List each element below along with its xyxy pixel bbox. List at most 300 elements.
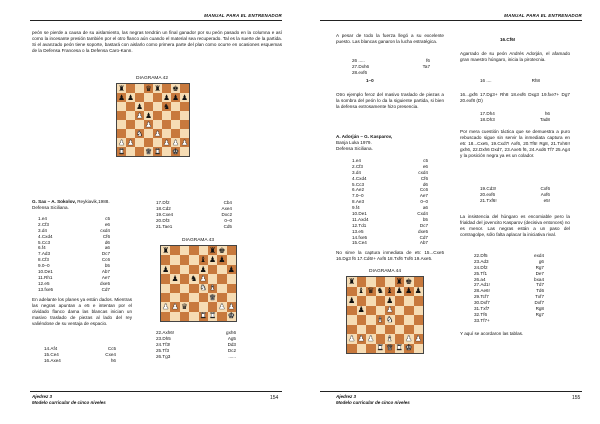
- board-square: [404, 296, 414, 306]
- black-move: h6: [544, 111, 550, 116]
- board-square: [135, 93, 144, 102]
- black-move: a6: [422, 205, 428, 211]
- black-pawn-icon: ♟: [118, 93, 125, 102]
- board-square: [414, 325, 424, 335]
- board-square: [162, 120, 171, 129]
- white-pawn-icon: ♟: [136, 111, 143, 120]
- game-players: G. Sax – A. Sokolov,: [32, 199, 76, 204]
- insistence-paragraph: La insistencia del húngaro es encomiable pero la frialdad del jovencito Kasparov (decisiva entonces) no es menor. Las negras están a un paso del contragolpe, sólo falta aplacar la iniciativa rival.: [460, 214, 570, 237]
- black-bishop-icon: ♝: [199, 255, 207, 265]
- board-square: [357, 344, 367, 354]
- move-row: [44, 358, 116, 364]
- board-square: [180, 265, 189, 274]
- white-pawn-icon: ♟: [163, 138, 170, 147]
- black-pawn-icon: ♟: [127, 93, 134, 102]
- black-move: e6: [422, 163, 428, 169]
- board-square: [414, 344, 424, 354]
- board-square: [376, 277, 386, 287]
- black-move: Txf7: [535, 294, 544, 300]
- white-move: 9.f4: [352, 205, 360, 211]
- board-square: [227, 302, 236, 311]
- board-square: [217, 255, 226, 264]
- board-square: [117, 129, 126, 138]
- board-square: [347, 315, 357, 325]
- board-square: [144, 147, 153, 156]
- board-square: [357, 287, 367, 297]
- moves-list: [474, 253, 544, 324]
- black-move: Dd3: [227, 341, 236, 347]
- board-square: [189, 246, 198, 255]
- white-move: 12.e5: [38, 280, 50, 286]
- board-square: [161, 265, 170, 274]
- white-pawn-icon: ♟: [227, 302, 235, 312]
- black-king-icon: ♚: [405, 277, 413, 286]
- white-move: 19.Cxe4: [156, 211, 174, 217]
- variation-paragraph: 16...gxf6 17.Dg3+ Rh8 18.exf6 Dxg3 19.fxe7+ Dg7 20.exf8 (D): [460, 92, 570, 103]
- moves-list: [352, 58, 430, 76]
- white-pawn-icon: ♟: [348, 334, 356, 343]
- board-square: [180, 120, 189, 129]
- black-move: Td6: [536, 288, 544, 294]
- board-square: [135, 138, 144, 147]
- board-square: [135, 111, 144, 120]
- board-square: [135, 129, 144, 138]
- black-move: Rg7: [535, 264, 544, 270]
- black-rook-icon: ♜: [162, 246, 170, 255]
- white-rook-icon: ♜: [199, 311, 207, 321]
- board-square: [117, 102, 126, 111]
- board-square: [126, 93, 135, 102]
- white-queen-icon: ♛: [386, 343, 394, 353]
- black-move: Cd7: [101, 286, 110, 292]
- game-result: 1–0: [366, 78, 374, 83]
- black-move: d6: [104, 239, 110, 245]
- white-move: 17.Df2: [156, 200, 170, 205]
- board-square: [153, 84, 162, 93]
- chess-board-diagram-44: [346, 276, 424, 354]
- white-move: 26.a4: [474, 276, 486, 282]
- moves-list: [480, 78, 540, 84]
- board-square: [217, 284, 226, 293]
- footer-rule: [320, 391, 582, 392]
- board-square: [161, 284, 170, 293]
- board-square: [153, 93, 162, 102]
- white-knight-icon: ♞: [386, 315, 394, 324]
- board-square: [385, 334, 395, 344]
- white-move: 6.f4: [38, 245, 46, 251]
- white-pawn-icon: ♟: [127, 138, 134, 147]
- black-rook-icon: ♜: [395, 277, 403, 286]
- board-square: [180, 84, 189, 93]
- move-row: [352, 240, 428, 246]
- right-page: [300, 0, 600, 424]
- black-king-icon: ♚: [218, 246, 226, 255]
- moves-list: [38, 216, 110, 293]
- board-square: [357, 334, 367, 344]
- board-square: [144, 93, 153, 102]
- black-move: Cxf6: [540, 186, 550, 191]
- black-move: Cc6: [419, 187, 428, 193]
- black-pawn-icon: ♟: [395, 286, 403, 296]
- board-square: [217, 265, 226, 274]
- board-square: [153, 102, 162, 111]
- board-square: [126, 120, 135, 129]
- black-move: Tad8: [540, 116, 550, 122]
- black-rook-icon: ♜: [209, 246, 216, 255]
- board-square: [144, 129, 153, 138]
- black-move: b5: [104, 263, 110, 269]
- board-square: [385, 306, 395, 316]
- board-square: [376, 306, 386, 316]
- white-move: 8.Ae3: [352, 199, 365, 205]
- black-move: gxh6: [226, 330, 236, 335]
- white-move: 16.Axe4: [44, 357, 61, 363]
- board-square: [144, 138, 153, 147]
- black-move: e6: [104, 221, 110, 227]
- white-move: 10.De1: [38, 269, 53, 275]
- white-rook-icon: ♜: [209, 311, 216, 321]
- board-square: [385, 277, 395, 287]
- black-move: Cf6: [102, 233, 110, 239]
- black-move: Axe4: [221, 205, 232, 211]
- board-square: [414, 334, 424, 344]
- board-square: [414, 287, 424, 297]
- move-row: [352, 70, 430, 76]
- board-square: [189, 274, 198, 283]
- header-title: MANUAL PARA EL ENTRENADOR: [504, 13, 582, 18]
- board-square: [404, 325, 414, 335]
- board-square: [170, 255, 179, 264]
- game-heading: [32, 199, 172, 211]
- board-square: [117, 84, 126, 93]
- black-queen-icon: ♛: [367, 286, 375, 296]
- board-square: [171, 129, 180, 138]
- board-square: [227, 265, 236, 274]
- footer-rule: [30, 391, 282, 392]
- board-square: [227, 284, 236, 293]
- board-square: [162, 129, 171, 138]
- board-square: [414, 277, 424, 287]
- board-square: [385, 296, 395, 306]
- white-pawn-icon: ♟: [145, 120, 152, 129]
- board-square: [404, 315, 414, 325]
- black-move: a6: [104, 245, 110, 251]
- board-square: [227, 312, 236, 321]
- board-square: [180, 93, 189, 102]
- white-pawn-icon: ♟: [171, 302, 179, 312]
- white-move: 26.Tg3: [156, 353, 171, 359]
- white-move: 25.Tf3: [156, 347, 170, 353]
- black-move: h6: [110, 357, 116, 363]
- black-move: exd4: [534, 253, 544, 258]
- white-move: 21.Txf6!: [480, 197, 497, 203]
- board-square: [385, 315, 395, 325]
- closing-line: Y aquí se acordaron las tablas.: [460, 331, 524, 336]
- white-move: 18.Dh3: [480, 116, 495, 122]
- board-square: [376, 325, 386, 335]
- black-bishop-icon: ♝: [386, 286, 394, 296]
- black-move: Cf6: [420, 175, 428, 181]
- white-pawn-icon: ♟: [162, 302, 170, 312]
- pyrotechnics-paragraph: Agarrado de su peón Andrés Adorján, el afamado gran maestro húngaro, inicia la pirotecnia.: [460, 51, 570, 62]
- move-row: [38, 287, 110, 293]
- black-move: dxe5: [418, 228, 428, 234]
- board-square: [227, 274, 236, 283]
- white-move: 20.exf6: [480, 191, 496, 197]
- board-square: [366, 296, 376, 306]
- white-move: 1.e4: [352, 158, 361, 163]
- board-square: [385, 325, 395, 335]
- board-square: [395, 334, 405, 344]
- header-title: MANUAL PARA EL ENTRENADOR: [204, 13, 282, 18]
- white-move: 22.Axh6!: [156, 330, 175, 335]
- move-row: [474, 318, 544, 324]
- board-square: [170, 284, 179, 293]
- board-square: [217, 246, 226, 255]
- board-square: [404, 306, 414, 316]
- board-square: [161, 312, 170, 321]
- white-move: 7.Ad3: [38, 251, 51, 257]
- white-move: 28.Ae6!: [474, 288, 490, 294]
- moves-list: [156, 200, 232, 229]
- white-pawn-icon: ♟: [357, 334, 365, 343]
- board-square: [153, 147, 162, 156]
- board-square: [227, 246, 236, 255]
- black-move: Axf6: [540, 191, 550, 197]
- black-move: Ab7: [101, 269, 110, 275]
- moves-list: [480, 111, 550, 123]
- board-square: [161, 293, 170, 302]
- move-row: [156, 224, 232, 230]
- board-square: [376, 344, 386, 354]
- black-pawn-icon: ♟: [357, 305, 365, 315]
- game-place: Reykiavik,1988.: [75, 199, 110, 204]
- note-paragraph: No sirve la captura inmediata de e5: 15...Cxe5 16.Dg3 f6 17.Cd6!+ Axf6 18.Txf6 Txf6 19.Axe5.: [336, 250, 444, 261]
- white-move: 2.Cf3: [38, 221, 49, 227]
- board-square: [189, 293, 198, 302]
- game-opening: Defensa Siciliana.: [32, 204, 69, 210]
- board-square: [126, 129, 135, 138]
- black-rook-icon: ♜: [348, 277, 356, 286]
- white-pawn-icon: ♟: [181, 138, 188, 147]
- board-square: [366, 344, 376, 354]
- chess-board-diagram-43: [160, 245, 237, 322]
- board-square: [199, 293, 208, 302]
- board-square: [189, 265, 198, 274]
- board-square: [126, 138, 135, 147]
- board-square: [199, 255, 208, 264]
- black-king-icon: ♚: [172, 84, 179, 93]
- board-square: [171, 138, 180, 147]
- white-move: 29.Tcf7: [474, 294, 489, 300]
- board-square: [208, 302, 217, 311]
- white-knight-icon: ♞: [136, 129, 143, 138]
- board-square: [414, 306, 424, 316]
- white-move: 15.Ce4: [352, 240, 367, 246]
- board-square: [208, 274, 217, 283]
- diagram-44-title: DIAGRAMA 44: [369, 269, 401, 274]
- board-square: [126, 147, 135, 156]
- black-pawn-icon: ♟: [199, 264, 207, 274]
- board-square: [162, 147, 171, 156]
- black-move: f6: [426, 58, 430, 63]
- black-move: Ae7: [419, 193, 428, 199]
- move-row: [480, 78, 540, 84]
- board-square: [208, 265, 217, 274]
- white-move: 5.Cc3: [38, 239, 51, 245]
- black-pawn-icon: ♟: [172, 93, 179, 102]
- white-move: 19.Cd3!: [480, 186, 497, 191]
- black-pawn-icon: ♟: [163, 93, 170, 102]
- black-pawn-icon: ♟: [136, 102, 143, 111]
- board-square: [144, 102, 153, 111]
- board-square: [395, 325, 405, 335]
- white-move: 30.Dxf7: [474, 300, 490, 306]
- board-square: [161, 302, 170, 311]
- black-move: e5!: [543, 197, 550, 203]
- moves-list: [44, 346, 116, 364]
- board-square: [404, 287, 414, 297]
- white-move: 27.Dxh6: [352, 63, 370, 69]
- black-move: dxe5: [100, 280, 110, 286]
- board-square: [366, 277, 376, 287]
- board-square: [180, 284, 189, 293]
- footer-book-title: Ajedrez 3: [32, 394, 53, 399]
- black-pawn-icon: ♟: [218, 255, 226, 265]
- board-square: [357, 277, 367, 287]
- white-move: 20.Df3: [156, 217, 170, 223]
- black-move: c5: [423, 158, 428, 163]
- black-move: Ta7: [422, 63, 430, 69]
- board-square: [385, 287, 395, 297]
- board-square: [404, 344, 414, 354]
- white-move: 10.De1: [352, 211, 367, 217]
- board-square: [357, 315, 367, 325]
- black-move: ......: [228, 353, 236, 359]
- board-square: [162, 102, 171, 111]
- board-square: [144, 111, 153, 120]
- white-pawn-icon: ♟: [172, 138, 179, 147]
- white-rook-icon: ♜: [395, 343, 403, 353]
- board-square: [347, 344, 357, 354]
- game-heading: [336, 134, 446, 152]
- board-square: [180, 147, 189, 156]
- white-move: 4.Cxd4: [38, 233, 53, 239]
- key-move: 16.Cf6!: [500, 37, 516, 42]
- board-square: [171, 102, 180, 111]
- board-square: [126, 111, 135, 120]
- board-square: [199, 312, 208, 321]
- board-square: [171, 147, 180, 156]
- board-square: [117, 93, 126, 102]
- black-move: Cc5: [107, 346, 116, 351]
- white-move: 18.Cd2: [156, 205, 171, 211]
- white-bishop-icon: ♝: [209, 283, 216, 293]
- black-move: c5: [105, 216, 110, 221]
- footer-subtitle: Modelo curricular de cinco niveles: [32, 400, 106, 405]
- board-square: [404, 334, 414, 344]
- white-move: 12.Td1: [352, 222, 367, 228]
- black-move: Cd7: [419, 234, 428, 240]
- white-move: 24.Df2: [474, 264, 488, 270]
- board-square: [395, 296, 405, 306]
- board-square: [366, 315, 376, 325]
- board-square: [153, 111, 162, 120]
- white-move: 17.Dh4: [480, 111, 495, 116]
- board-square: [227, 255, 236, 264]
- board-square: [199, 302, 208, 311]
- white-pawn-icon: ♟: [154, 129, 161, 138]
- intro-paragraph: A pesar de todo la fuerza llegó a su excelente puesto. Las blancas ganaron la lucha estratégica.: [336, 33, 444, 44]
- white-move: 31.Txf7: [474, 306, 490, 312]
- black-queen-icon: ♛: [145, 84, 152, 93]
- board-square: [117, 111, 126, 120]
- board-square: [180, 129, 189, 138]
- board-square: [161, 246, 170, 255]
- white-move: 23.Dh5: [156, 335, 171, 341]
- board-square: [171, 93, 180, 102]
- white-move: 33.Tf7+: [474, 317, 490, 323]
- board-square: [180, 293, 189, 302]
- white-queen-icon: ♛: [209, 292, 216, 302]
- white-king-icon: ♚: [227, 311, 235, 321]
- white-king-icon: ♚: [172, 147, 179, 156]
- white-move: 21.Tae1: [156, 223, 173, 229]
- white-pawn-icon: ♟: [199, 274, 207, 283]
- game-place: Banja Luka 1979.: [336, 139, 372, 145]
- board-square: [347, 277, 357, 287]
- header-rule: [30, 20, 282, 21]
- board-square: [217, 293, 226, 302]
- board-square: [395, 287, 405, 297]
- board-square: [199, 274, 208, 283]
- white-pawn-icon: ♟: [118, 138, 125, 147]
- white-move: 8.Cf3: [38, 257, 49, 263]
- board-square: [162, 93, 171, 102]
- black-pawn-icon: ♟: [348, 296, 356, 305]
- board-square: [208, 284, 217, 293]
- board-square: [170, 274, 179, 283]
- black-move: De7: [535, 270, 544, 276]
- moves-list: [156, 330, 236, 359]
- board-square: [385, 344, 395, 354]
- white-move: 26 .....: [352, 58, 365, 63]
- transition-paragraph: Otro ejemplo feroz del masivo traslado de piezas a la sombra del peón lo da la siguiente partida, si bien la defensa extrosamente hizo presencia.: [336, 92, 444, 109]
- white-move: 3.d4: [352, 169, 361, 175]
- black-move: Cxe4: [105, 351, 116, 357]
- black-pawn-icon: ♟: [171, 274, 179, 283]
- white-move: 23.Ad3: [474, 258, 489, 264]
- board-square: [189, 312, 198, 321]
- plans-paragraph: En adelante los planes ya están dados. Mientras las negras apuntan a e5 e intentan por el olvidado flanco dama las blancas inician un masivo traslado de piezas al lado del rey valiéndose de su ventaja de espacio.: [32, 297, 132, 326]
- board-square: [414, 315, 424, 325]
- footer-book-title: Ajedrez 3: [336, 394, 357, 399]
- board-square: [217, 302, 226, 311]
- white-rook-icon: ♜: [118, 147, 125, 156]
- board-square: [366, 287, 376, 297]
- black-move: Rg8: [535, 306, 544, 312]
- black-move: Ab7: [419, 240, 428, 246]
- board-square: [180, 274, 189, 283]
- black-queen-icon: ♛: [180, 302, 188, 312]
- board-square: [208, 293, 217, 302]
- board-square: [180, 111, 189, 120]
- white-move: 32.Tf6: [474, 311, 488, 317]
- board-square: [162, 84, 171, 93]
- black-move: bxa4: [534, 276, 544, 282]
- black-move: Td7: [536, 282, 544, 288]
- board-square: [170, 246, 179, 255]
